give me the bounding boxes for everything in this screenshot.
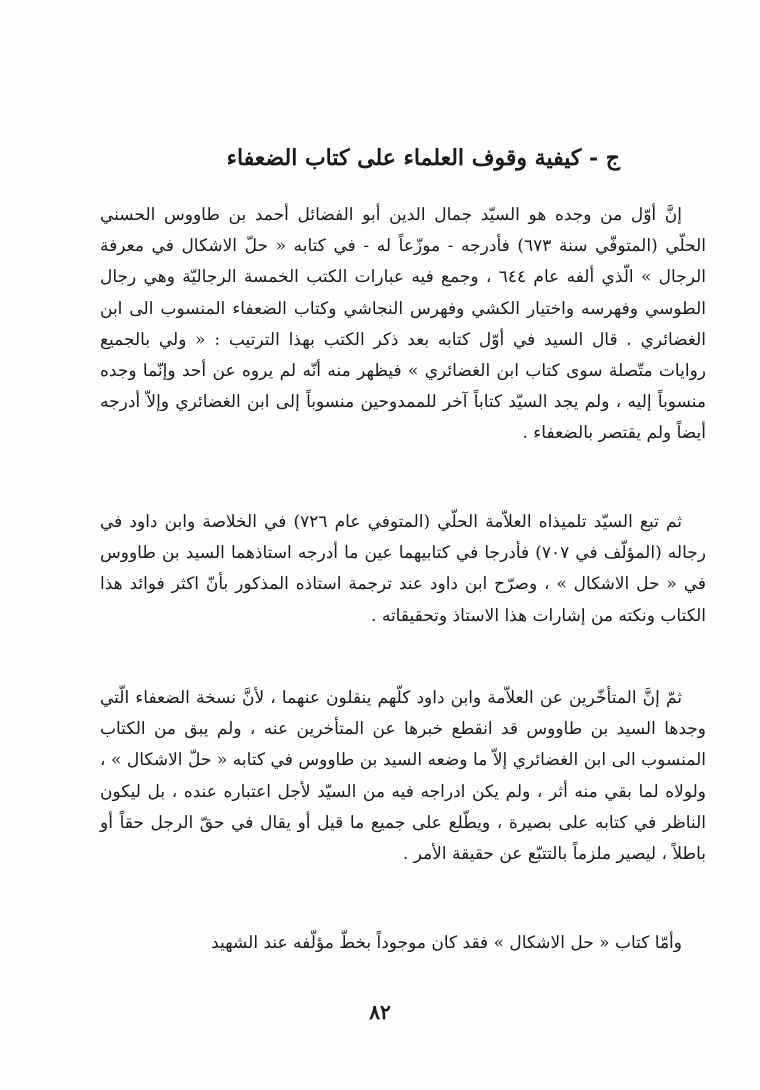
paragraph-2: ثم تبع السيّد تلميذاه العلاّمة الحلّي (المتوفي عام ٧٢٦) في الخلاصة وابن داود في رجاله (المؤلّف في ٧٠٧) فأدرجا في كتابيهما عين ما أدرجه استاذهما السيد بن طاووس في « حل الاشكال » ، وصرّح ابن داود عند ترجمة استاذه المذكور بأنّ اكثر فوائد هذا الكتاب ونكته من إشارات هذا الاستاذ وتحقيقاته . <box>100 512 706 626</box>
paragraph-1: إنَّ أوّل من وجده هو السيّد جمال الدين أبو الفضائل أحمد بن طاووس الحسني الحلّي (المتوفّي سنة ٦٧٣) فأدرجه - موزّعاً له - في كتابه « حلّ الاشكال في معرفة الرجال » الّذي ألفه عام ٦٤٤ ، وجمع فيه عبارات الكتب الخمسة الرجاليّة وهي رجال الطوسي وفهرسه واختيار الكشي وفهرس النجاشي وكتاب الضعفاء المنسوب الى ابن الغضائري . قال السيد في أوّل كتابه بعد ذكر الكتب بهذا الترتيب : « ولي بالجميع روايات متّصلة سوى كتاب ابن الغضائري » فيظهر منه أنّه لم يروه عن أحد وإنّما وجده منسوباً إليه ، ولم يجد السيّد كتاباً آخر للممدوحين منسوباً إلى ابن الغضائري وإلاّ أدرجه أيضاً ولم يقتصر بالضعفاء . <box>100 205 706 444</box>
section-heading: ج - كيفية وقوف العلماء على كتاب الضعفاء <box>226 145 620 171</box>
paragraph-3: ثمّ إنَّ المتأخّرين عن العلاّمة وابن داود كلّهم ينقلون عنهما ، لأنَّ نسخة الضعفاء الّتي وجدها السيد بن طاووس قد انقطع خبرها عن المتأخرين عنه ، ولم يبق من الكتاب المنسوب الى ابن الغضائري إلاّ ما وضعه السيد بن طاووس في كتابه « حلّ الاشكال » ، ولولاه لما بقي منه أثر ، ولم يكن ادراجه فيه من السيّد لأجل اعتباره عنده ، بل ليكون الناظر في كتابه على بصيرة ، ويطّلع على جميع ما قيل أو يقال في حقّ الرجل حقاً أو باطلاً ، ليصير ملزماً بالتتبّع عن حقيقة الأمر . <box>100 688 706 865</box>
page-number: ٨٢ <box>369 1000 391 1024</box>
paragraph-4: وأمّا كتاب « حل الاشكال » فقد كان موجوداً بخطّ مؤلّفه عند الشهيد <box>211 933 682 953</box>
